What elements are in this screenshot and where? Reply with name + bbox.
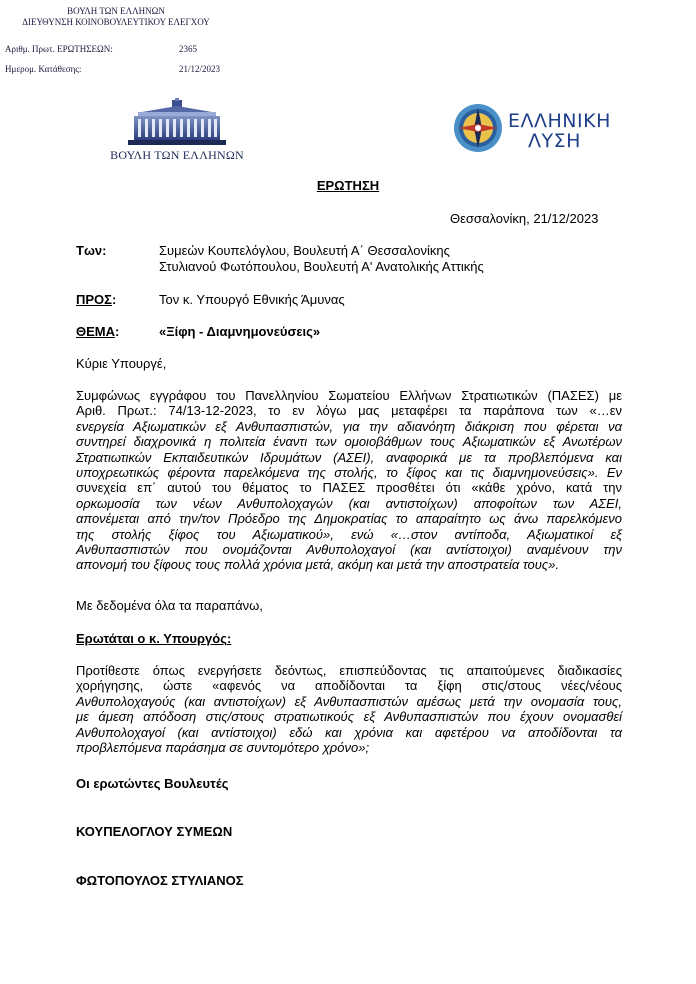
filing-date-label: Ημερομ. Κατάθεσης: [5,64,82,74]
text-line: της στολής ξίφος του Αξιωματικού», ενώ «…στον αντίποδα, Αξιωματικοί εξ [76,526,622,542]
subject-value: «Ξίφη - Διαμνημονεύσεις» [159,324,321,339]
text-line: Αριθ. Πρωτ.: 74/13-12-2023, το εν λόγω μας μεταφέρει τα παράπονα των «…εν [76,403,622,419]
compass-rose-icon [452,102,504,154]
place-date: Θεσσαλονίκη, 21/12/2023 [450,211,599,226]
document-page: ΒΟΥΛΗ ΤΩΝ ΕΛΛΗΝΩΝ ΔΙΕΥΘΥΝΣΗ ΚΟΙΝΟΒΟΥΛΕΥΤΙΚΟΥ ΕΛΕΓΧΟΥ Αριθμ. Πρωτ. ΕΡΩΤΗΣΕΩΝ: 2365 Ημερομ. Κατάθεσης: 21/12/2023 ΒΟΥΛΗ ΤΩΝ ΕΛΛΗΝΩΝ ΕΛΛΗΝΙΚΗ ΛΥΣΗ ΕΡΩΤΗΣΗ Θεσσαλονίκη, 21/12/2023 Των: Συμεών Κουπελόγλου, Βουλευτή Α΄ Θεσσαλονίκης Στυλιανού Φωτόπουλου, Βουλευτή Α' Ανατολικής Αττικής ΠΡΟΣ: Τον κ. Υπουργό Εθνικής Άμυνας ΘΕΜΑ: «Ξίφη - Διαμνημονεύσεις» Κύριε Υπουργέ, Συμφώνως εγγράφου του Πανελληνίου Σωματείου Ελλήνων Στρατιωτικών (ΠΑΣΕΣ) με Αριθ. Πρωτ.: 74/13-12-2023, το εν λόγω μας μεταφέρει τα παράπονα των «…εν ενεργεία Αξιωματικών εξ Ανθυπασπιστών, για την αδιανόητη διάκριση που φέρεται να συντηρεί διαχρονικά η πολιτεία έναντι των ομοιοβάθμων τους Αξιωματικών εξ Ανωτέρων Στρατιωτικών Εκπαιδευτικών Ιδρυμάτων (ΑΣΕΙ), αναφορικά με τα προβλεπόμενα και υποχρεωτικώς φέροντα παρελκόμενα της στολής, το ξίφος και τις διαμνημονεύσεις». Εν συνεχεία επ΄ αυτού του θέματος το ΠΑΣΕΣ προσθέτει ότι «κάθε χρόνο, κατά την ορκωμοσία των νέων Ανθυπολοχαγών (και αντιστοίχων) αποφοίτων των ΑΣΕΙ, απονέμεται από την/τον Πρόεδρο της Δημοκρατίας το απαραίτητο ως άνω παρελκόμενο της στολής ξίφος του Αξιωματικού», ενώ «…στον αντίποδα, Αξιωματικοί εξ Ανθυπασπιστών που ονομάζονται Ανθυπολοχαγοί (και αντίστοιχοι) αναμένουν την απονομή του ξίφους τους πολλά χρόνια μετά, ακόμη και μετά την αποστρατεία τους». Με δεδομένα όλα τα παραπάνω, Ερωτάται ο κ. Υπουργός: Προτίθεστε όπως ενεργήσετε δεόντως, επισπεύδοντας τις απαιτούμενες διαδικασίες χορήγησης, ώστε «αφενός να αποδίδονται τα ξίφη στις/στους νέες/νέους Ανθυπολοχαγούς (και αντιστοίχων) εξ Ανθυπασπιστών αμέσως μετά την ονομασία τους, με άμεση απόδοση στις/στους στρατιωτικούς εξ Ανθυπασπιστών που έχουν ονομασθεί Ανθυπολοχαγοί (και αντίστοιχοι) εδώ και χρόνια και αφετέρου να αποδίδονται τα προβλεπόμενα παράσημα σε συντομότερο χρόνο»; Οι ερωτώντες Βουλευτές ΚΟΥΠΕΛΟΓΛΟΥ ΣΥΜΕΩΝ ΦΩΤΟΠΟΥΛΟΣ ΣΤΥΛΙΑΝΟΣ [0,0,696,984]
document-title: ΕΡΩΤΗΣΗ [316,178,380,193]
party-compass-logo [452,102,504,154]
salutation: Κύριε Υπουργέ, [76,356,167,371]
text-line: Ανθυπασπιστών που ονομάζονται Ανθυπολοχαγοί (και αντίστοιχοι) αναμένουν την [76,542,622,558]
paragraph-context [76,388,622,573]
protocol-label: Αριθμ. Πρωτ. ΕΡΩΤΗΣΕΩΝ: [5,44,113,54]
parliament-logo-caption: ΒΟΥΛΗ ΤΩΝ ΕΛΛΗΝΩΝ [110,148,244,162]
subject-label: ΘΕΜΑ [76,324,115,339]
paragraph-question [76,663,622,755]
parliament-building-icon [128,98,226,148]
from-label: Των: [76,243,107,258]
text-line: συνεχεία επ΄ αυτού του θέματος το ΠΑΣΕΣ προσθέτει ότι «κάθε χρόνο, κατά την [76,480,622,496]
header-line-1: ΒΟΥΛΗ ΤΩΝ ΕΛΛΗΝΩΝ [67,6,165,16]
from-line-2: Στυλιανού Φωτόπουλου, Βουλευτή Α' Ανατολικής Αττικής [159,259,484,274]
text-line: προβλεπόμενα παράσημα σε συντομότερο χρόνο»; [76,740,370,756]
text-line: απονέμεται από την/τον Πρόεδρο της Δημοκρατίας το απαραίτητο ως άνω παρελκόμενο [76,511,622,527]
text-line: Συμφώνως εγγράφου του Πανελληνίου Σωματείου Ελλήνων Στρατιωτικών (ΠΑΣΕΣ) με [76,388,622,403]
to-label: ΠΡΟΣ [76,292,112,307]
protocol-value: 2365 [179,44,197,54]
text-line: με άμεση απόδοση στις/στους στρατιωτικούς εξ Ανθυπασπιστών που έχουν ονομασθεί [76,709,622,725]
parliament-building-logo [128,98,226,148]
question-heading: Ερωτάται ο κ. Υπουργός [76,631,227,646]
signer-1: ΚΟΥΠΕΛΟΓΛΟΥ ΣΥΜΕΩΝ [76,824,233,839]
registry-header [0,6,232,28]
text-line: χορήγησης, ώστε «αφενός να αποδίδονται τα ξίφη στις/στους νέες/νέους [76,678,622,694]
party-name-line-2: ΛΥΣΗ [528,130,581,152]
text-line: συντηρεί διαχρονικά η πολιτεία έναντι των ομοιοβάθμων τους Αξιωματικών εξ Ανωτέρων [76,434,622,450]
text-line: Ανθυπολοχαγοί (και αντίστοιχοι) εδώ και χρόνια και αφετέρου να αποδίδονται τα [76,724,622,740]
party-name-line-1: ΕΛΛΗΝΙΚΗ [508,110,611,132]
text-line: ενεργεία Αξιωματικών εξ Ανθυπασπιστών, για την αδιανόητη διάκριση που φέρεται να [76,418,622,434]
text-line: Προτίθεστε όπως ενεργήσετε δεόντως, επισπεύδοντας τις απαιτούμενες διαδικασίες [76,663,622,678]
signer-2: ΦΩΤΟΠΟΥΛΟΣ ΣΤΥΛΙΑΝΟΣ [76,873,244,888]
text-line: Ανθυπολοχαγούς (και αντιστοίχων) εξ Ανθυπασπιστών αμέσως μετά την ονομασία τους, [76,693,622,709]
text-line: Στρατιωτικών Εκπαιδευτικών Ιδρυμάτων (ΑΣΕΙ), αναφορικά με τα προβλεπόμενα και [76,449,622,465]
to-value: Τον κ. Υπουργό Εθνικής Άμυνας [159,292,345,307]
signers-heading: Οι ερωτώντες Βουλευτές [76,776,229,791]
text-line: υποχρεωτικώς φέροντα παρελκόμενα της στολής, το ξίφος και τις διαμνημονεύσεις». Εν [76,465,622,481]
text-line: ορκωμοσία των νέων Ανθυπολοχαγών (και αντιστοίχων) αποφοίτων των ΑΣΕΙ, [76,495,622,511]
text-line: απονομή του ξίφους τους πολλά χρόνια μετά, ακόμη και μετά την αποστρατεία τους». [76,557,560,573]
filing-date-value: 21/12/2023 [179,64,221,74]
from-line-1: Συμεών Κουπελόγλου, Βουλευτή Α΄ Θεσσαλονίκης [159,243,450,258]
paragraph-given: Με δεδομένα όλα τα παραπάνω, [76,598,263,613]
header-line-2: ΔΙΕΥΘΥΝΣΗ ΚΟΙΝΟΒΟΥΛΕΥΤΙΚΟΥ ΕΛΕΓΧΟΥ [22,17,210,27]
